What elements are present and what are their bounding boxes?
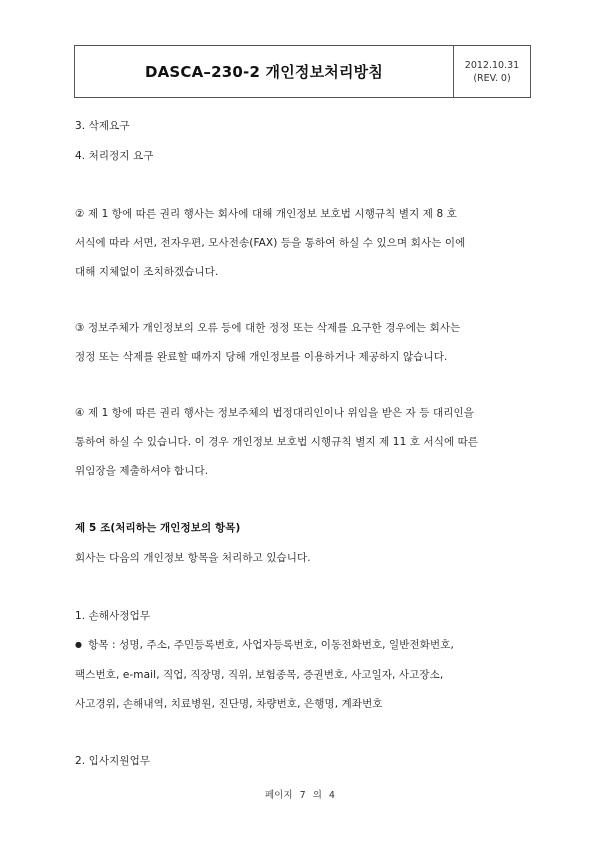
- article-5-intro: 회사는 다음의 개인정보 항목을 처리하고 있습니다.: [75, 552, 311, 564]
- page-footer: [0, 787, 600, 801]
- revision-box: [453, 46, 530, 97]
- page-total: 4: [328, 790, 335, 801]
- revision-number: (REV. 0): [473, 72, 511, 84]
- section-claims-adjustment: 1. 손해사정업무: [75, 610, 151, 622]
- document-title: DASCA–230-2 개인정보처리방침: [144, 63, 384, 81]
- paragraph-2-line-1: ② 제 1 항에 따른 권리 행사는 회사에 대해 개인정보 보호법 시행규칙 별지 제 8 호: [75, 208, 457, 220]
- paragraph-2-line-2: 서식에 따라 서면, 전자우편, 모사전송(FAX) 등을 통하여 하실 수 있으며 회사는 이에: [75, 237, 466, 249]
- bullet-icon: ●: [75, 640, 83, 649]
- list-item-deletion: 3. 삭제요구: [75, 120, 130, 132]
- paragraph-4-line-2: 통하여 하실 수 있습니다. 이 경우 개인정보 보호법 시행규칙 별지 제 11 호 서식에 따른: [75, 436, 479, 448]
- claims-items-line-3: 사고경위, 손해내역, 치료병원, 진단명, 차량번호, 은행명, 계좌번호: [75, 698, 383, 710]
- claims-items-line-2: 팩스번호, e-mail, 직업, 직장명, 직위, 보험종목, 증권번호, 사고일자, 사고장소,: [75, 669, 444, 681]
- revision-date: 2012.10.31: [464, 59, 520, 71]
- list-item-suspension: 4. 처리정지 요구: [75, 150, 154, 162]
- document-header: [74, 45, 531, 98]
- page-current: 7: [299, 790, 306, 801]
- page-label: 페이지: [265, 790, 293, 801]
- section-job-application: 2. 입사지원업무: [75, 755, 151, 767]
- paragraph-2-line-3: 대해 지체없이 조치하겠습니다.: [75, 266, 219, 278]
- claims-items-line-1: [75, 637, 454, 652]
- paragraph-3-line-2: 정정 또는 삭제를 완료할 때까지 당해 개인정보를 이용하거나 제공하지 않습니다.: [75, 351, 448, 363]
- page-of: 의: [312, 790, 322, 801]
- paragraph-4-line-3: 위임장을 제출하셔야 합니다.: [75, 465, 209, 477]
- paragraph-3-line-1: ③ 정보주체가 개인정보의 오류 등에 대한 정정 또는 삭제를 요구한 경우에는 회사는: [75, 322, 461, 334]
- paragraph-4-line-1: ④ 제 1 항에 따른 권리 행사는 정보주체의 법정대리인이나 위임을 받은 자 등 대리인을: [75, 407, 475, 419]
- article-5-heading: 제 5 조(처리하는 개인정보의 항목): [75, 522, 241, 534]
- claims-items-text-1: 항목 : 성명, 주소, 주민등록번호, 사업자등록번호, 이동전화번호, 일반전화번호,: [88, 639, 454, 651]
